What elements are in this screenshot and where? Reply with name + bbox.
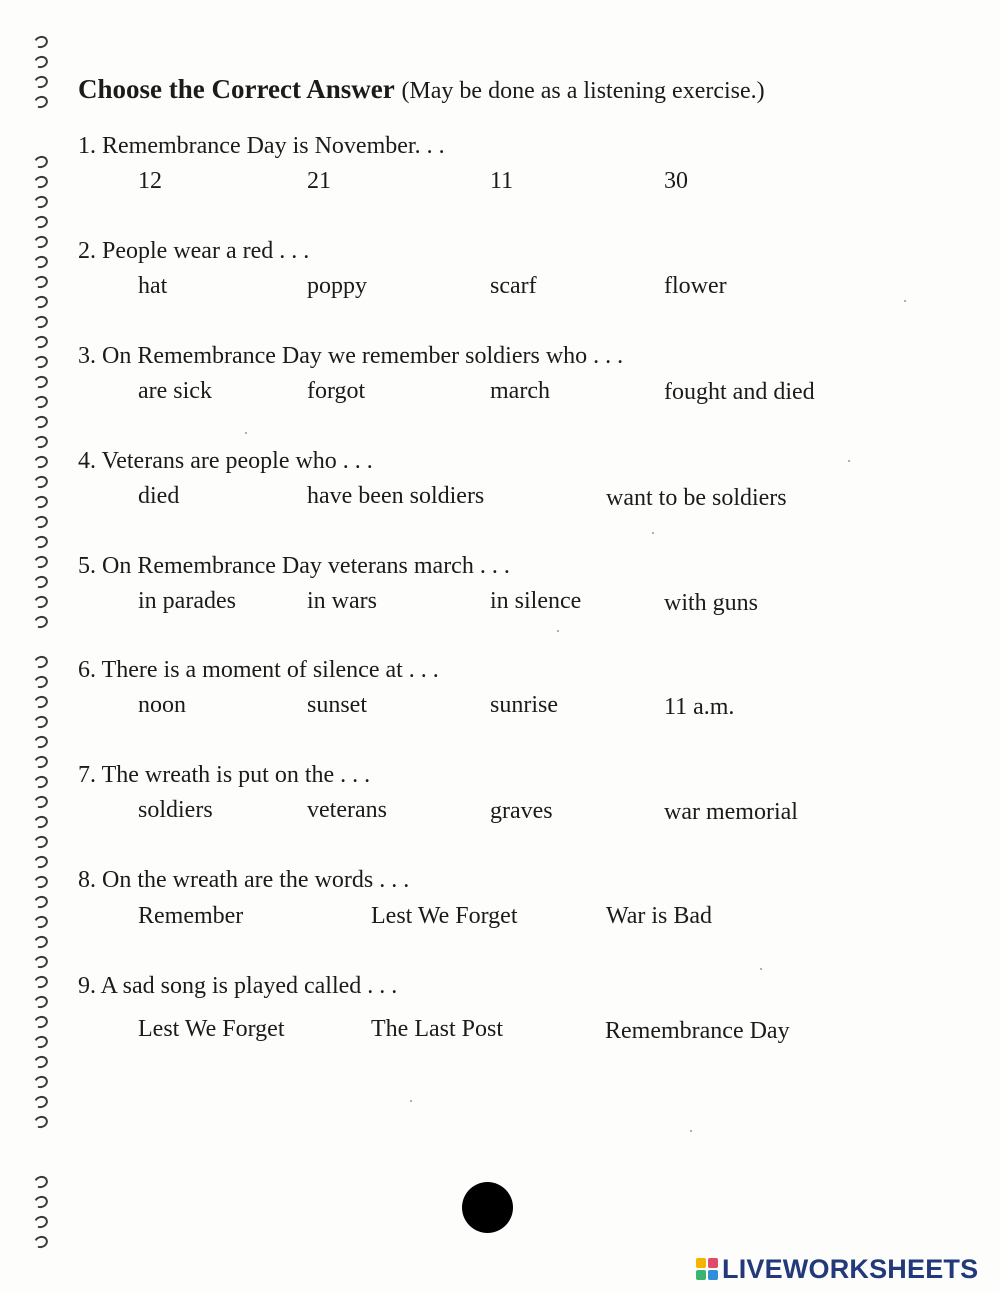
answer-option[interactable]: 12 xyxy=(138,168,162,194)
answer-option[interactable]: The Last Post xyxy=(371,1016,503,1042)
answer-option[interactable]: with guns xyxy=(664,590,759,616)
answer-option[interactable]: forgot xyxy=(307,378,366,404)
liveworksheets-logo xyxy=(696,1254,978,1284)
title-note: (May be done as a listening exercise.) xyxy=(401,78,765,104)
question-prompt: 4. Veterans are people who . . . xyxy=(78,448,373,474)
answer-option[interactable]: 11 xyxy=(490,168,514,194)
answer-option[interactable]: in wars xyxy=(307,588,377,614)
answer-option[interactable]: died xyxy=(138,483,180,509)
brand-name: LIVEWORKSHEETS xyxy=(722,1253,979,1284)
question-prompt: 6. There is a moment of silence at . . . xyxy=(78,657,439,683)
title-bold: Choose the Correct Answer xyxy=(78,74,395,104)
question-prompt: 1. Remembrance Day is November. . . xyxy=(78,133,445,159)
answer-option[interactable]: flower xyxy=(664,273,727,299)
answer-option[interactable]: Lest We Forget xyxy=(371,903,518,929)
binding-holes xyxy=(30,30,50,1260)
answer-option[interactable]: war memorial xyxy=(664,799,798,825)
answer-option[interactable]: have been soldiers xyxy=(307,483,485,509)
answer-option[interactable]: are sick xyxy=(138,378,212,404)
answer-option[interactable]: sunset xyxy=(307,692,367,718)
answer-option[interactable]: soldiers xyxy=(138,797,213,823)
answer-option[interactable]: 11 a.m. xyxy=(664,694,735,720)
question-prompt: 3. On Remembrance Day we remember soldiers who . . . xyxy=(78,343,624,369)
worksheet-title xyxy=(78,74,765,105)
answer-option[interactable]: march xyxy=(490,378,550,404)
answer-option[interactable]: War is Bad xyxy=(606,903,713,929)
question-prompt: 2. People wear a red . . . xyxy=(78,238,310,264)
question-prompt: 8. On the wreath are the words . . . xyxy=(78,867,410,893)
answer-option[interactable]: noon xyxy=(138,692,186,718)
question-prompt: 5. On Remembrance Day veterans march . . . xyxy=(78,553,510,579)
answer-option[interactable]: hat xyxy=(138,273,168,299)
question-prompt: 9. A sad song is played called . . . xyxy=(78,973,398,999)
answer-option[interactable]: in parades xyxy=(138,588,236,614)
answer-option[interactable]: scarf xyxy=(490,273,537,299)
answer-option[interactable]: poppy xyxy=(307,273,367,299)
answer-option[interactable]: want to be soldiers xyxy=(606,485,787,511)
answer-option[interactable]: in silence xyxy=(490,588,582,614)
answer-option[interactable]: fought and died xyxy=(664,379,815,405)
liveworksheets-logo-icon xyxy=(696,1258,718,1280)
answer-option[interactable]: Remember xyxy=(138,903,244,929)
answer-option[interactable]: graves xyxy=(490,798,553,824)
answer-option[interactable]: 21 xyxy=(307,168,331,194)
question-prompt: 7. The wreath is put on the . . . xyxy=(78,762,371,788)
answer-option[interactable]: 30 xyxy=(664,168,688,194)
answer-option[interactable]: sunrise xyxy=(490,692,558,718)
answer-option[interactable]: Remembrance Day xyxy=(605,1018,790,1044)
answer-option[interactable]: veterans xyxy=(307,797,387,823)
answer-option[interactable]: Lest We Forget xyxy=(138,1016,285,1042)
hole-punch-dot xyxy=(462,1182,513,1233)
